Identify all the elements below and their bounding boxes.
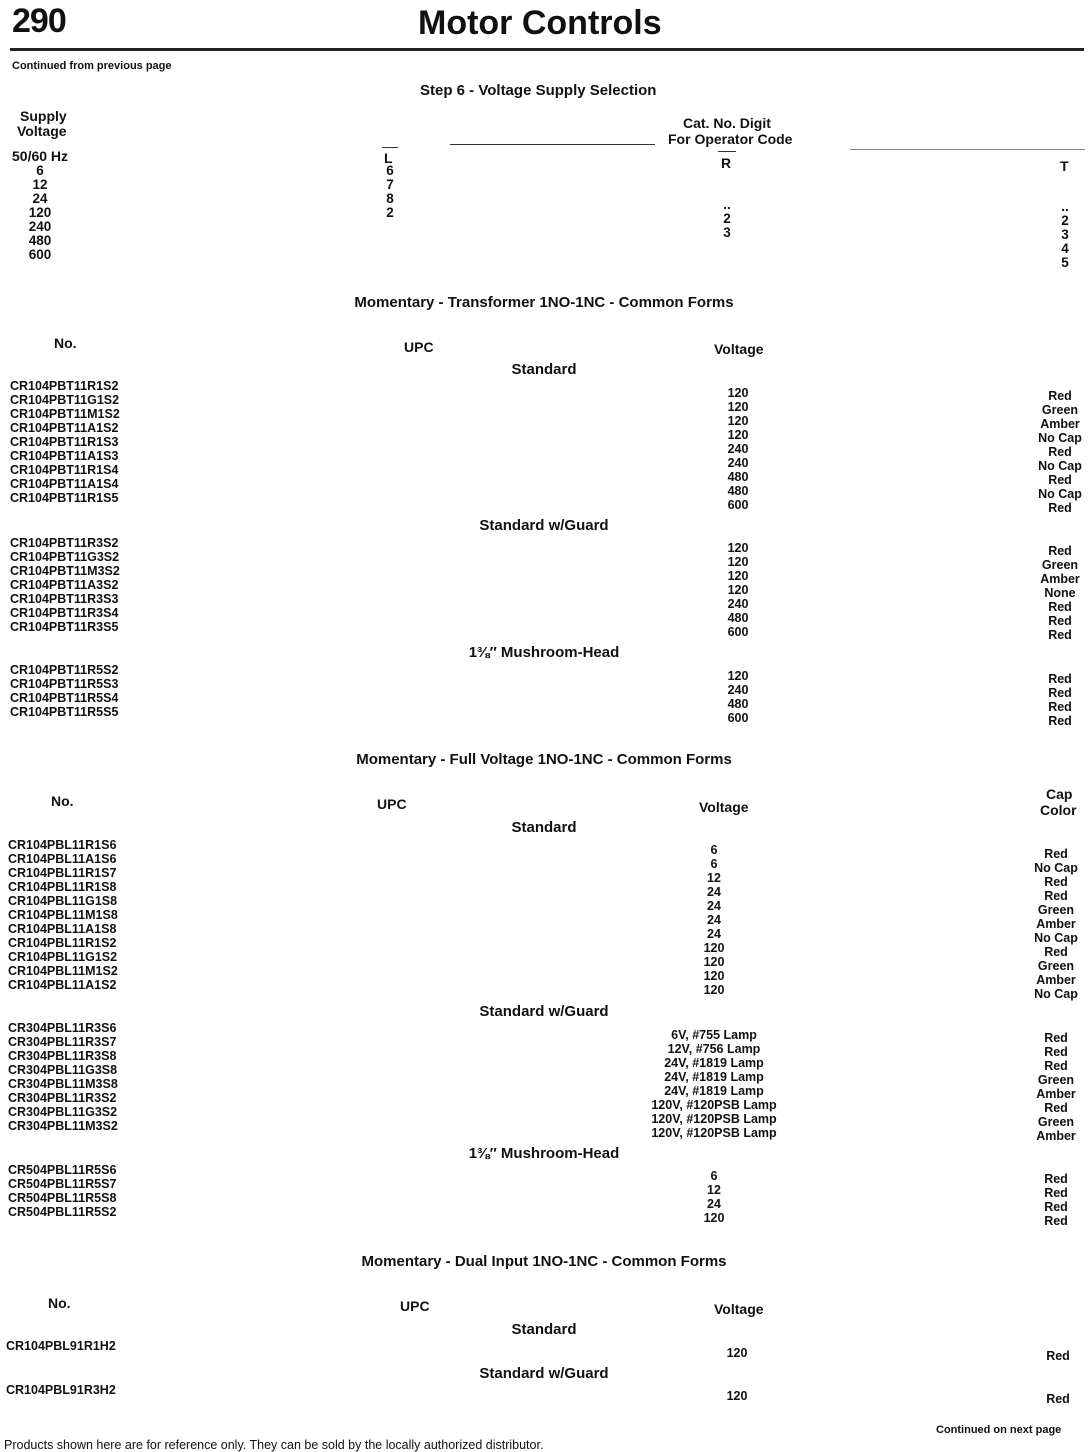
cat-dash-left bbox=[450, 144, 655, 145]
voltage-value-list bbox=[668, 386, 808, 512]
voltage-value: 240 bbox=[727, 456, 749, 470]
voltage-value-list bbox=[614, 1028, 814, 1140]
catalog-number: CR104PBL11R1S8 bbox=[8, 880, 117, 894]
section2-title: Momentary - Full Voltage 1NO-1NC - Common Forms bbox=[356, 751, 732, 768]
section2-voltage-header: Voltage bbox=[699, 799, 749, 815]
cap-color-value: No Cap bbox=[1034, 931, 1078, 945]
cap-color-value-list bbox=[1013, 1349, 1088, 1363]
col-L-value: 2 bbox=[386, 205, 394, 220]
section2-cap-header-1: Cap bbox=[1046, 786, 1073, 802]
cap-color-value: Red bbox=[1048, 473, 1072, 487]
continued-from-note: Continued from previous page bbox=[12, 60, 172, 72]
group-label: 1⅜″ Mushroom-Head bbox=[468, 644, 620, 661]
col-L-value: 8 bbox=[386, 191, 394, 206]
catalog-number: CR104PBL11G1S8 bbox=[8, 894, 118, 908]
section1-voltage-header: Voltage bbox=[714, 341, 764, 357]
cap-color-value: Amber bbox=[1036, 1087, 1076, 1101]
section2-upc-header: UPC bbox=[377, 796, 407, 812]
cap-color-value: No Cap bbox=[1034, 987, 1078, 1001]
catalog-number: CR304PBL11R3S7 bbox=[8, 1035, 117, 1049]
catalog-number-list bbox=[10, 379, 120, 505]
col-R-value: 2 bbox=[723, 211, 731, 226]
cap-color-value: Amber bbox=[1040, 417, 1080, 431]
cap-color-value: Green bbox=[1037, 1073, 1075, 1087]
voltage-value: 6V, #755 Lamp bbox=[671, 1028, 757, 1042]
supply-voltage: 480 bbox=[28, 233, 52, 248]
col-T-value: 2 bbox=[1061, 213, 1069, 228]
cap-color-value: No Cap bbox=[1034, 861, 1078, 875]
supply-label-2: Voltage bbox=[17, 123, 67, 139]
cap-color-value: Red bbox=[1048, 628, 1072, 642]
catalog-number: CR304PBL11M3S8 bbox=[8, 1077, 118, 1091]
voltage-value: 6 bbox=[710, 857, 718, 871]
group-label: Standard bbox=[511, 361, 577, 378]
voltage-value: 480 bbox=[727, 611, 749, 625]
catalog-number: CR104PBT11R3S2 bbox=[10, 536, 119, 550]
catalog-number: CR104PBT11G1S2 bbox=[10, 393, 120, 407]
catalog-number: CR104PBT11A1S2 bbox=[10, 421, 119, 435]
catalog-number: CR104PBT11R5S2 bbox=[10, 663, 119, 677]
cap-color-value-list bbox=[1011, 1172, 1088, 1228]
catalog-number: CR104PBL11M1S8 bbox=[8, 908, 118, 922]
catalog-number: CR104PBT11R1S3 bbox=[10, 435, 119, 449]
voltage-value-list bbox=[667, 1346, 807, 1360]
col-L-value: 7 bbox=[386, 177, 394, 192]
supply-voltage: 240 bbox=[28, 219, 52, 234]
catalog-number: CR104PBT11R5S3 bbox=[10, 677, 119, 691]
voltage-value: 24 bbox=[707, 885, 721, 899]
cap-color-value-list bbox=[1013, 1392, 1088, 1406]
page-number: 290 bbox=[12, 2, 66, 40]
voltage-value: 120 bbox=[703, 969, 725, 983]
cap-color-value-list bbox=[1015, 389, 1088, 515]
col-L-values bbox=[380, 164, 400, 220]
voltage-value: 240 bbox=[727, 597, 749, 611]
cat-dash-right bbox=[850, 149, 1085, 150]
voltage-value: 24 bbox=[707, 913, 721, 927]
section2-cap-header-2: Color bbox=[1040, 802, 1077, 818]
catalog-number-list bbox=[6, 1339, 116, 1353]
group-label: Standard bbox=[511, 1321, 577, 1338]
catalog-number: CR104PBL11G1S2 bbox=[8, 950, 118, 964]
col-R-value: .. bbox=[723, 197, 731, 212]
cat-label-2: For Operator Code bbox=[668, 131, 793, 147]
cap-color-value: None bbox=[1044, 586, 1076, 600]
voltage-value: 240 bbox=[727, 683, 749, 697]
voltage-value-list bbox=[614, 1169, 814, 1225]
voltage-value: 120 bbox=[727, 569, 749, 583]
voltage-value: 120 bbox=[727, 583, 749, 597]
catalog-number-list bbox=[8, 838, 118, 992]
col-R-values bbox=[715, 198, 739, 240]
voltage-value: 12 bbox=[707, 871, 721, 885]
voltage-value: 600 bbox=[727, 625, 749, 639]
catalog-number: CR104PBT11M3S2 bbox=[10, 564, 120, 578]
cap-color-value: Amber bbox=[1036, 917, 1076, 931]
catalog-number: CR104PBL11A1S8 bbox=[8, 922, 117, 936]
supply-voltage: 600 bbox=[28, 247, 52, 262]
supply-voltage: 6 bbox=[36, 163, 44, 178]
catalog-number: CR104PBT11R3S5 bbox=[10, 620, 119, 634]
col-L-value: 6 bbox=[386, 163, 394, 178]
cap-color-value: Green bbox=[1037, 903, 1075, 917]
catalog-number: CR104PBT11R1S2 bbox=[10, 379, 119, 393]
cap-color-value: Amber bbox=[1040, 572, 1080, 586]
catalog-number: CR104PBT11R5S4 bbox=[10, 691, 119, 705]
col-R-value: 3 bbox=[723, 225, 731, 240]
group-label: Standard w/Guard bbox=[479, 1003, 609, 1020]
voltage-value: 12 bbox=[707, 1183, 721, 1197]
catalog-number: CR104PBT11A3S2 bbox=[10, 578, 119, 592]
voltage-value: 120 bbox=[726, 1389, 748, 1403]
voltage-value: 120 bbox=[727, 428, 749, 442]
voltage-value-list bbox=[667, 1389, 807, 1403]
voltage-value: 480 bbox=[727, 484, 749, 498]
catalog-number: CR104PBT11A1S3 bbox=[10, 449, 119, 463]
catalog-number: CR504PBL11R5S2 bbox=[8, 1205, 117, 1219]
voltage-value: 120V, #120PSB Lamp bbox=[651, 1098, 777, 1112]
catalog-number: CR104PBL11R1S6 bbox=[8, 838, 117, 852]
cap-color-value: Red bbox=[1044, 889, 1068, 903]
supply-label-1: Supply bbox=[20, 108, 67, 124]
col-T-value: 4 bbox=[1061, 241, 1069, 256]
cap-color-value-list bbox=[1015, 672, 1088, 728]
voltage-value: 12V, #756 Lamp bbox=[667, 1042, 761, 1056]
cap-color-value: Red bbox=[1044, 847, 1068, 861]
voltage-value: 120 bbox=[726, 1346, 748, 1360]
voltage-value: 120 bbox=[703, 1211, 725, 1225]
cap-color-value: Red bbox=[1048, 672, 1072, 686]
catalog-number: CR104PBT11R1S4 bbox=[10, 463, 119, 477]
catalog-number: CR104PBT11M1S2 bbox=[10, 407, 120, 421]
voltage-value: 24V, #1819 Lamp bbox=[664, 1084, 764, 1098]
catalog-number: CR304PBL11R3S8 bbox=[8, 1049, 117, 1063]
step6-title: Step 6 - Voltage Supply Selection bbox=[420, 82, 657, 99]
cap-color-value: Red bbox=[1046, 1349, 1070, 1363]
catalog-number: CR304PBL11M3S2 bbox=[8, 1119, 118, 1133]
cap-color-value: Red bbox=[1044, 1031, 1068, 1045]
voltage-value: 120 bbox=[727, 400, 749, 414]
supply-voltage: 120 bbox=[28, 205, 52, 220]
catalog-number-list bbox=[8, 1163, 116, 1219]
supply-voltage: 24 bbox=[32, 191, 48, 206]
voltage-value: 24V, #1819 Lamp bbox=[664, 1070, 764, 1084]
cap-color-value: Amber bbox=[1036, 973, 1076, 987]
section2-no-header: No. bbox=[51, 793, 74, 809]
col-T-value: 3 bbox=[1061, 227, 1069, 242]
voltage-value: 6 bbox=[710, 843, 718, 857]
voltage-value-list bbox=[614, 843, 814, 997]
voltage-value: 6 bbox=[710, 1169, 718, 1183]
continued-next-note: Continued on next page bbox=[936, 1424, 1062, 1436]
catalog-number: CR504PBL11R5S8 bbox=[8, 1191, 117, 1205]
catalog-number: CR104PBT11R5S5 bbox=[10, 705, 119, 719]
voltage-value: 120 bbox=[727, 555, 749, 569]
catalog-number: CR504PBL11R5S6 bbox=[8, 1163, 117, 1177]
cap-color-value: No Cap bbox=[1038, 459, 1082, 473]
freq-label: 50/60 Hz bbox=[12, 148, 69, 164]
cap-color-value: Red bbox=[1044, 1214, 1068, 1228]
catalog-number: CR104PBL11R1S2 bbox=[8, 936, 117, 950]
voltage-value: 480 bbox=[727, 470, 749, 484]
group-label: Standard bbox=[511, 819, 577, 836]
catalog-number: CR104PBL11A1S6 bbox=[8, 852, 117, 866]
voltage-value: 120 bbox=[703, 983, 725, 997]
catalog-number: CR104PBT11R3S3 bbox=[10, 592, 119, 606]
cap-color-value: Red bbox=[1044, 1172, 1068, 1186]
cap-color-value: Red bbox=[1044, 875, 1068, 889]
section3-no-header: No. bbox=[48, 1295, 71, 1311]
cap-color-value: Red bbox=[1044, 1101, 1068, 1115]
cap-color-value-list bbox=[1011, 1031, 1088, 1143]
col-L-overline bbox=[382, 147, 398, 148]
catalog-number: CR504PBL11R5S7 bbox=[8, 1177, 117, 1191]
cap-color-value: Red bbox=[1048, 600, 1072, 614]
cap-color-value: Green bbox=[1041, 558, 1079, 572]
cat-label-1: Cat. No. Digit bbox=[683, 115, 771, 131]
header-rule bbox=[10, 48, 1084, 51]
cap-color-value-list bbox=[1015, 544, 1088, 642]
voltage-value: 120V, #120PSB Lamp bbox=[651, 1126, 777, 1140]
group-label: 1⅜″ Mushroom-Head bbox=[468, 1145, 620, 1162]
cap-color-value: Amber bbox=[1036, 1129, 1076, 1143]
voltage-value: 24 bbox=[707, 1197, 721, 1211]
catalog-number: CR304PBL11R3S6 bbox=[8, 1021, 117, 1035]
voltage-value: 120 bbox=[727, 541, 749, 555]
disclaimer: Products shown here are for reference only. They can be sold by the locally authorized distributor. bbox=[4, 1438, 544, 1452]
voltage-value-list bbox=[668, 669, 808, 725]
cap-color-value: No Cap bbox=[1038, 431, 1082, 445]
catalog-number: CR304PBL11G3S8 bbox=[8, 1063, 118, 1077]
cap-color-value: Red bbox=[1048, 544, 1072, 558]
voltage-value: 24V, #1819 Lamp bbox=[664, 1056, 764, 1070]
cap-color-value: Red bbox=[1048, 389, 1072, 403]
section1-upc-header: UPC bbox=[404, 339, 434, 355]
supply-voltage-list bbox=[20, 164, 60, 262]
cap-color-value: Red bbox=[1048, 686, 1072, 700]
catalog-number-list bbox=[10, 663, 118, 719]
catalog-number-list bbox=[6, 1383, 116, 1397]
cap-color-value: Red bbox=[1044, 1045, 1068, 1059]
catalog-number: CR104PBL91R3H2 bbox=[6, 1383, 116, 1397]
section1-no-header: No. bbox=[54, 335, 77, 351]
cap-color-value: Red bbox=[1048, 445, 1072, 459]
section1-title: Momentary - Transformer 1NO-1NC - Common Forms bbox=[354, 294, 734, 311]
col-T-values bbox=[1054, 200, 1076, 270]
cap-color-value: Red bbox=[1048, 614, 1072, 628]
voltage-value: 120 bbox=[703, 955, 725, 969]
section3-upc-header: UPC bbox=[400, 1298, 430, 1314]
voltage-value: 120 bbox=[727, 414, 749, 428]
voltage-value-list bbox=[668, 541, 808, 639]
catalog-number: CR304PBL11R3S2 bbox=[8, 1091, 117, 1105]
col-T-value: 5 bbox=[1061, 255, 1069, 270]
cap-color-value: Red bbox=[1048, 501, 1072, 515]
catalog-number: CR104PBL11R1S7 bbox=[8, 866, 117, 880]
supply-voltage: 12 bbox=[32, 177, 48, 192]
voltage-value: 120 bbox=[727, 669, 749, 683]
col-T-value: .. bbox=[1061, 199, 1069, 214]
col-R-header: R bbox=[721, 155, 732, 171]
section3-title: Momentary - Dual Input 1NO-1NC - Common Forms bbox=[361, 1253, 727, 1270]
cap-color-value: Red bbox=[1048, 700, 1072, 714]
catalog-number: CR104PBT11G3S2 bbox=[10, 550, 120, 564]
catalog-number: CR104PBT11R1S5 bbox=[10, 491, 119, 505]
voltage-value: 240 bbox=[727, 442, 749, 456]
catalog-number-list bbox=[10, 536, 120, 634]
cap-color-value-list bbox=[1011, 847, 1088, 1001]
voltage-value: 600 bbox=[727, 711, 749, 725]
col-T-header: T bbox=[1060, 158, 1069, 174]
catalog-number: CR104PBL11M1S2 bbox=[8, 964, 118, 978]
cap-color-value: Green bbox=[1037, 1115, 1075, 1129]
cap-color-value: Red bbox=[1044, 945, 1068, 959]
catalog-number: CR304PBL11G3S2 bbox=[8, 1105, 118, 1119]
voltage-value: 24 bbox=[707, 899, 721, 913]
cap-color-value: No Cap bbox=[1038, 487, 1082, 501]
cap-color-value: Red bbox=[1044, 1186, 1068, 1200]
page-title: Motor Controls bbox=[418, 4, 662, 42]
catalog-number: CR104PBT11R3S4 bbox=[10, 606, 119, 620]
section3-voltage-header: Voltage bbox=[714, 1301, 764, 1317]
group-label: Standard w/Guard bbox=[479, 1365, 609, 1382]
cap-color-value: Red bbox=[1048, 714, 1072, 728]
col-R-overline bbox=[718, 151, 736, 152]
cap-color-value: Red bbox=[1044, 1059, 1068, 1073]
cap-color-value: Red bbox=[1046, 1392, 1070, 1406]
catalog-number: CR104PBL91R1H2 bbox=[6, 1339, 116, 1353]
voltage-value: 120 bbox=[703, 941, 725, 955]
cap-color-value: Green bbox=[1037, 959, 1075, 973]
catalog-number-list bbox=[8, 1021, 118, 1133]
catalog-number: CR104PBT11A1S4 bbox=[10, 477, 119, 491]
voltage-value: 120 bbox=[727, 386, 749, 400]
cap-color-value: Red bbox=[1044, 1200, 1068, 1214]
voltage-value: 600 bbox=[727, 498, 749, 512]
voltage-value: 24 bbox=[707, 927, 721, 941]
cap-color-value: Green bbox=[1041, 403, 1079, 417]
voltage-value: 480 bbox=[727, 697, 749, 711]
voltage-value: 120V, #120PSB Lamp bbox=[651, 1112, 777, 1126]
col-L-header: L bbox=[384, 150, 393, 166]
catalog-number: CR104PBL11A1S2 bbox=[8, 978, 117, 992]
group-label: Standard w/Guard bbox=[479, 517, 609, 534]
